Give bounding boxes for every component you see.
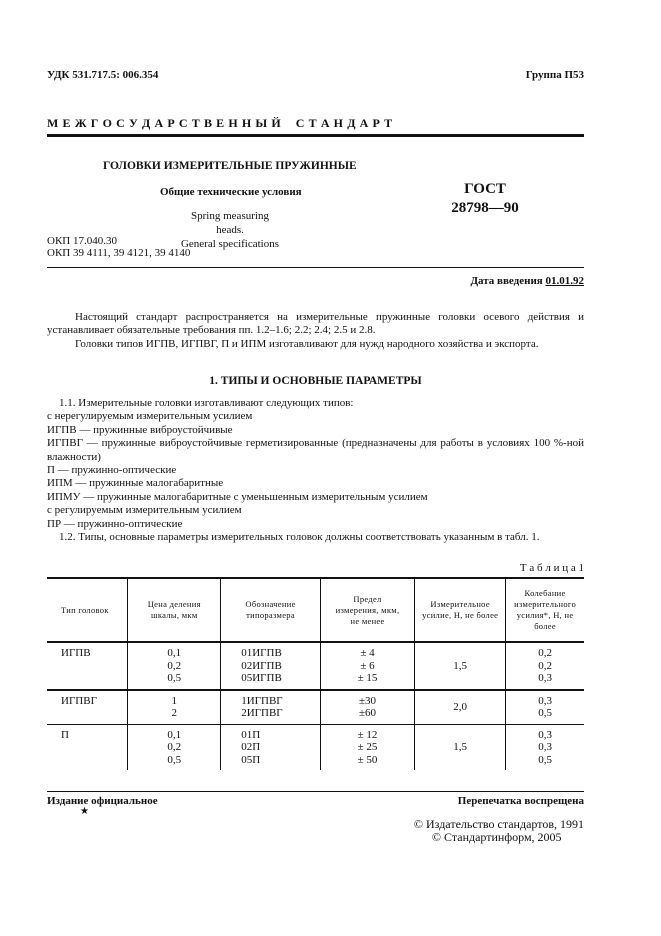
cell-designation: 1ИГПВГ 2ИГПВГ <box>221 690 321 725</box>
cell-division: 1 2 <box>128 690 221 725</box>
intro-paragraph: Головки типов ИГПВ, ИГПВГ, П и ИПМ изготавливают для нужд народного хозяйства и экспорта. <box>75 338 539 350</box>
col-header: Измерительное усилие, Н, не более <box>415 578 506 642</box>
cell-variation: 0,3 0,5 <box>506 690 584 725</box>
okp-line: ОКП 39 4111, 39 4121, 39 4140 <box>47 247 191 259</box>
reprint-notice: Перепечатка воспрещена <box>457 795 584 807</box>
english-title-line: General specifications <box>180 238 280 250</box>
section-line: П — пружинно-оптические <box>47 464 177 477</box>
section-line: с регулируемым измерительным усилием <box>47 504 242 517</box>
english-title-line: Spring measuring heads. <box>191 210 269 236</box>
cell-designation: 01П 02П 05П <box>221 724 321 770</box>
table-row <box>47 642 584 690</box>
cell-range: ±30 ±60 <box>320 690 414 725</box>
gost-number <box>440 180 530 218</box>
cell-force: 2,0 <box>415 690 506 725</box>
copyright <box>414 818 584 844</box>
cell-type: П <box>47 724 128 770</box>
section-line: ПР — пружинно-оптические <box>47 517 183 530</box>
date-label: Дата введения <box>470 275 543 287</box>
udk-code: УДК 531.717.5: 006.354 <box>47 69 159 81</box>
gost-label: ГОСТ <box>464 181 506 197</box>
group-code: Группа П53 <box>525 69 584 81</box>
cell-range: ± 12 ± 25 ± 50 <box>320 724 414 770</box>
cell-type: ИГПВ <box>61 647 91 659</box>
doc-title: ГОЛОВКИ ИЗМЕРИТЕЛЬНЫЕ ПРУЖИННЫЕ <box>103 160 357 172</box>
cell-force: 1,5 <box>415 724 506 770</box>
section-title: 1. ТИПЫ И ОСНОВНЫЕ ПАРАМЕТРЫ <box>209 375 422 387</box>
effective-date <box>470 275 584 287</box>
footer-rule <box>47 791 584 792</box>
gost-code: 28798—90 <box>451 200 519 216</box>
col-header: Обозначение типоразмера <box>221 578 321 642</box>
cell-range: ± 4 ± 6 ± 15 <box>320 642 414 690</box>
cell-force: 1,5 <box>415 642 506 690</box>
cell-designation: 01ИГПВ 02ИГПВ 05ИГПВ <box>221 642 321 690</box>
table-row <box>47 690 584 725</box>
cell-variation: 0,3 0,3 0,5 <box>506 724 584 770</box>
official-edition: Издание официальное <box>47 795 158 807</box>
standard-banner: М Е Ж Г О С У Д А Р С Т В Е Н Н Ы Й С Т А Н Д А Р Т <box>47 116 393 130</box>
section-line: ИГПВ — пружинные виброустойчивые <box>47 423 233 436</box>
col-header: Предел измерения, мкм, не менее <box>320 578 414 642</box>
doc-subtitle: Общие технические условия <box>160 186 302 198</box>
col-header: Тип головок <box>47 578 128 642</box>
section-line: ИПМУ — пружинные малогабаритные с уменьшенным измерительным усилием <box>47 490 428 503</box>
date-rule <box>47 267 584 268</box>
col-header: Колебание измерительного усилия*, Н, не более <box>506 578 584 642</box>
cell-division: 0,1 0,2 0,5 <box>128 724 221 770</box>
section-line: ИГПВГ — пружинные виброустойчивые герметизированные (предназначены для работы в условиях 100 %-ной влажности) <box>47 437 584 463</box>
section-line: с нерегулируемым измерительным усилием <box>47 410 253 423</box>
date-value: 01.01.92 <box>545 275 584 287</box>
table-header-row <box>47 578 584 642</box>
okp-codes <box>47 235 190 259</box>
table-caption: Т а б л и ц а 1 <box>519 562 584 574</box>
star-icon: ★ <box>80 806 89 817</box>
english-title <box>180 209 280 251</box>
section-line: ИПМ — пружинные малогабаритные <box>47 477 224 490</box>
col-header: Цена деления шкалы, мкм <box>128 578 221 642</box>
okp-line: ОКП 17.040.30 <box>47 235 117 247</box>
section-line: 1.1. Измерительные головки изготавливают следующих типов: <box>59 397 354 409</box>
copyright-line: © Издательство стандартов, 1991 <box>413 817 584 831</box>
cell-type: ИГПВГ <box>47 690 128 725</box>
section-line: 1.2. Типы, основные параметры измерительных головок должны соответствовать указанным в табл. 1. <box>59 531 540 544</box>
table-row <box>47 724 584 770</box>
intro-paragraph: Настоящий стандарт распространяется на измерительные пружинные головки осевого действия и устанавливает обязательные требования пп. 1.2–1.6; 2.2; 2.4; 2.5 и 2.8. <box>47 311 584 337</box>
parameters-table <box>47 577 584 770</box>
section-body <box>47 397 584 544</box>
cell-division: 0,1 0,2 0,5 <box>128 642 221 690</box>
banner-rule <box>47 134 584 137</box>
copyright-line: © Стандартинформ, 2005 <box>431 830 562 844</box>
cell-variation: 0,2 0,2 0,3 <box>506 642 584 690</box>
